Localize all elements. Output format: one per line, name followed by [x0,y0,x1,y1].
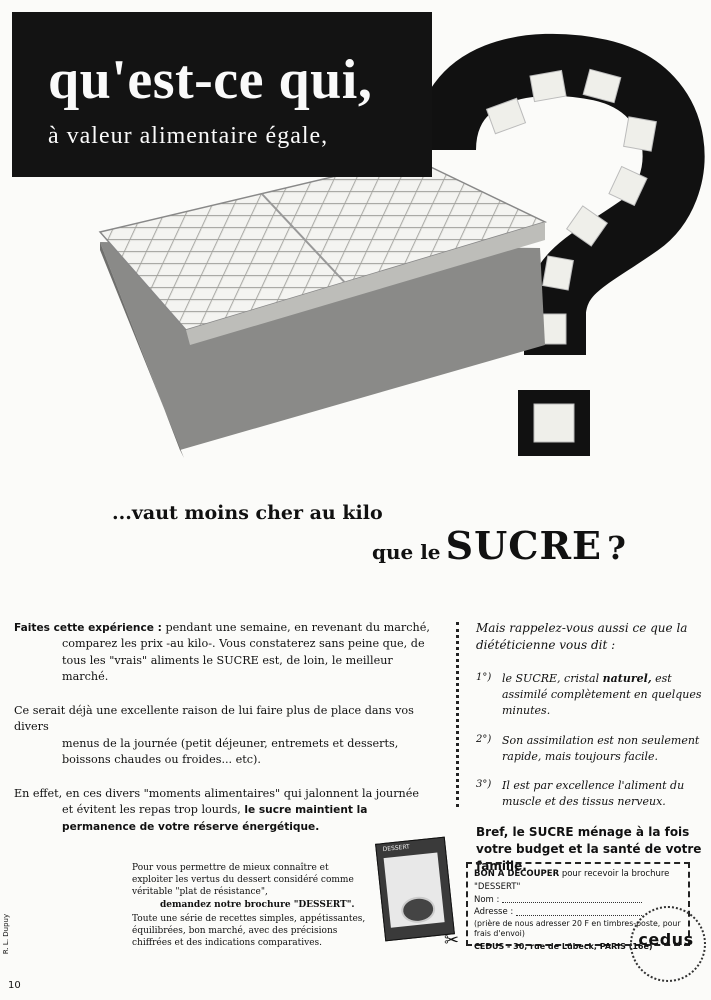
tagline-prefix: que le [372,540,441,564]
experience-text: pendant une semaine, en revenant du marché, [165,621,430,634]
address-line[interactable] [516,906,642,916]
list-item-number: 1°) [476,671,492,683]
brochure-title: DESSERT [382,843,411,854]
left-column [14,620,434,853]
promo-details: Toute une série de recettes simples, appétissantes, équilibrées, bon marché, avec des précisions chiffrées et des indications comparatives. [132,913,366,948]
conclusion: Bref, le SUCRE ménage à la fois votre budget et la santé de votre famille. [476,825,702,873]
list-item-text: Son assimilation est non seulement rapide, mais toujours facile. [502,733,700,763]
page-number: 10 [8,980,21,991]
coupon-name-label: Nom : [474,894,500,905]
coupon-address-label: Adresse : [474,907,514,918]
experience-lead: Faites cette expérience : [14,622,162,634]
tagline-sucre: SUCRE [445,523,603,568]
column-divider [456,622,459,807]
tagline-question-mark: ? [607,529,626,567]
coupon-name-field[interactable] [474,894,682,907]
cedus-logo: cedus [638,930,694,949]
menus-indent: menus de la journée (petit déjeuner, entremets et desserts, boissons chaudes ou froides... etc). [62,736,399,766]
coupon-address: CEDUS - 30, rue de Lübeck, PARIS (16e) [474,942,653,952]
experience-indent: comparez les prix -au kilo-. Vous constaterez sans peine que, de tous les "vrais" aliments le SUCRE est, de loin, le meilleur marché. [62,637,425,683]
list-item-text-before: le SUCRE, cristal [502,671,600,685]
artist-credit: R. L. Dupuy [2,913,11,955]
scissors-icon: ✂ [444,930,460,951]
sugar-box [100,158,545,458]
moments-indent [14,802,434,835]
coupon-note: (prière de nous adresser 20 F en timbres-poste, pour frais d'envoi) [474,919,681,939]
list-item-number: 2°) [476,733,492,745]
paragraph-experience [14,620,434,685]
moments-bold: le sucre maintient la permanence de votre réserve énergétique. [62,804,368,833]
paragraph-menus [14,703,434,768]
list-item-text-bold: naturel, [602,671,652,685]
paragraph-moments [14,786,434,835]
moments-text: En effet, en ces divers "moments alimentaires" qui jalonnent la journée [14,787,420,800]
brochure-promo [132,862,367,949]
dietitian-intro: Mais rappelez-vous aussi ce que la diététicienne vous dit : [476,621,688,653]
coupon-heading-rest: pour recevoir la brochure "DESSERT" [474,869,670,892]
list-item [476,671,704,719]
coupon-heading [474,868,682,894]
list-item [476,778,704,810]
name-line[interactable] [502,894,642,904]
list-item [476,733,704,765]
tagline-line2 [372,523,626,568]
list-item-text [502,671,704,719]
list-item-text-after: est assimilé complètement en quelques minutes. [502,671,702,717]
coupon-heading-bold: BON A DÉCOUPER [474,869,560,879]
promo-text: Pour vous permettre de mieux connaître et exploiter les vertus du dessert considéré comme véritable "plat de résistance", [132,863,354,898]
tagline-line1: ...vaut moins cher au kilo [112,502,383,524]
brochure-image [375,837,455,942]
list-item-text: Il est par excellence l'aliment du muscle et des tissus nerveux. [502,779,685,809]
right-column [476,620,704,875]
headline-subtitle: à valeur alimentaire égale, [48,123,329,149]
promo-cta: demandez notre brochure "DESSERT". [160,900,355,911]
moments-indent-text: et évitent les repas trop lourds, [62,803,241,817]
menus-text: Ce serait déjà une excellente raison de lui faire plus de place dans vos divers [14,704,414,734]
headline-title: qu'est-ce qui, [48,49,373,111]
list-item-number: 3°) [476,779,492,791]
